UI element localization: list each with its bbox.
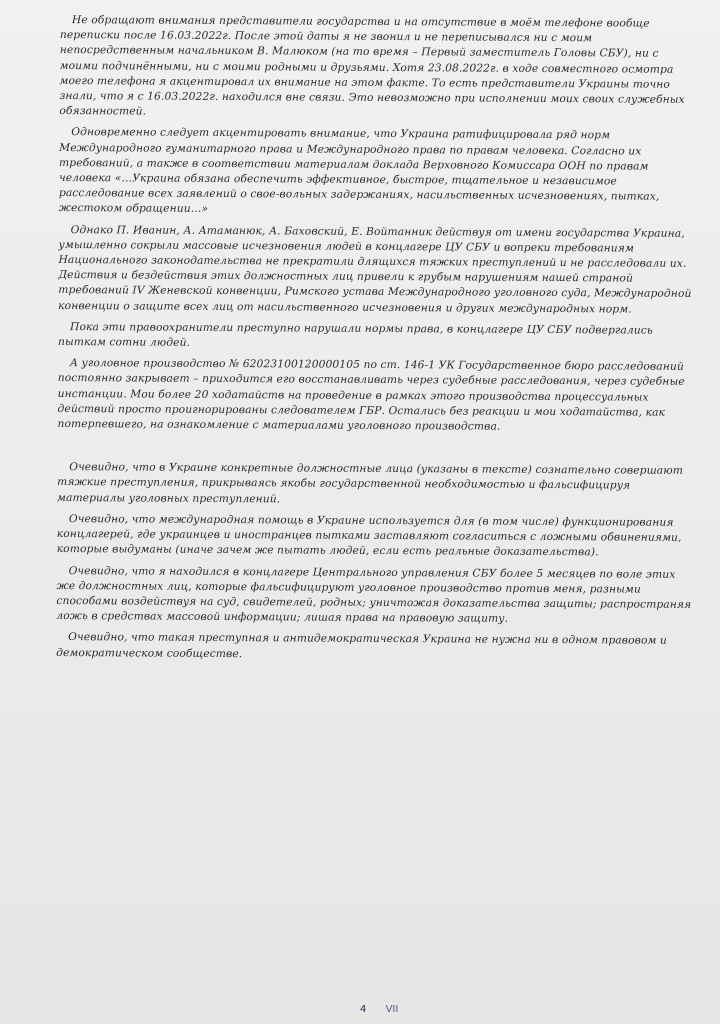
paragraph-obviously-camp: Очевидно, что я находился в концлагере Центрального управления СБУ более 5 месяцев по воле этих же должностных лиц, которые фальсифицируют уголовное производство против меня, разными способами воздействуя на суд, свидетелей, родных; уничтожая доказательства защиты; распространяя ложь в средствах массовой информации; лишая права на правовую защиту. <box>56 563 692 625</box>
paragraph-international-law: Одновременно следует акцентировать внимание, что Украина ратифицировала ряд норм Международного гуманитарного права и Международного права по правам человека. Согласно их требований, а также в соответствии материалам доклада Верховного Комиссара ООН по правам человека «…Украина обязана обеспечить эффективное, быстрое, тщательное и независимое расследование всех заявлений о свое-вольных задержаниях, насильственных исчезновениях, пытках, жестоком обращении…» <box>58 125 660 216</box>
paragraph-torture: Пока эти правоохранители преступно нарушали нормы права, в концлагере ЦУ СБУ подвергались пыткам сотни людей. <box>57 319 653 349</box>
paragraph-criminal-proceeding: А уголовное производство № 62023100120000105 по ст. 146-1 УК Государственное бюро расследований постоянно закрывает – приходится его восстанавливать через судебные расследования, через судебные инстанции. Мои более 20 ходатайств на проведение в рамках этого производства процессуальных действий просто проигнорированы следователем ГБР. Остались без реакции и мои ходатайства, как потерпевшего, на ознакомление с материалами уголовного производства. <box>57 356 685 433</box>
paragraph-obviously-conclusion: Очевидно, что такая преступная и антидемократическая Украина не нужна ни в одном правовом и демократическом сообществе. <box>56 630 667 660</box>
page-footer <box>360 1004 414 1015</box>
paragraph-obviously-crimes: Очевидно, что в Украине конкретные должностные лица (указаны в тексте) сознательно совершают тяжкие преступления, прикрываясь якобы государственной необходимостью и фальсифицируя материалы уголовных преступлений. <box>56 460 684 506</box>
roman-mark: VII <box>385 1004 399 1015</box>
page-number: 4 <box>360 1004 367 1015</box>
paragraph-officials-concealment: Однако П. Иванин, А. Атаманюк, А. Баховский, Е. Войтанник действуя от имени государства Украина, умышленно сокрыли массовые исчезновения людей в концлагере ЦУ СБУ и вопреки требованиям Национального законодательства не прекратили длящихся тяжких преступлений и не расследовали их. Действия и бездействия этих должностных лиц привели к грубым нарушениям нашей страной требований IV Женевской конвенции, Римского устава Международного уголовного суда, Международной конвенции о защите всех лиц от насильственного исчезновения и других международных норм. <box>58 222 692 316</box>
paragraph-phone-no-contact: Не обращают внимания представители государства и на отсутствие в моём телефоне вообще переписки после 16.03.2022г. После этой даты я не звонил и не переписывался ни с моим непосредственным начальником В. Малюком (на то время – Первый заместитель Головы СБУ), ни с моими подчинёнными, ни с моими родными и друзьями. Хотя 23.08.2022г. в ходе совместного осмотра моего телефона я акцентировал их внимание на этом факте. То есть представители Украины точно знали, что я с 16.03.2022г. находился вне связи. Это невозможно при исполнении моих своих служебных обязанностей. <box>59 13 685 118</box>
handwritten-text-block <box>56 12 695 670</box>
paragraph-obviously-aid: Очевидно, что международная помощь в Украине используется для (в том числе) функционирования концлагерей, где украинцев и иностранцев пытками заставляют согласиться с ложными обвинениями, которые выдуманы (иначе зачем же пытать людей, если есть реальные доказательства). <box>56 511 682 559</box>
